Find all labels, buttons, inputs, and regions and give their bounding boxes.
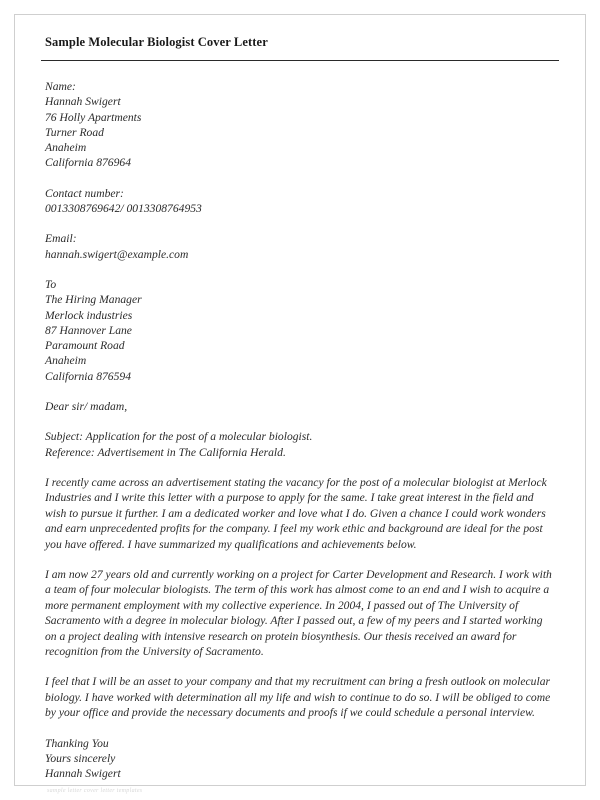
closing-line: Yours sincerely (45, 751, 116, 765)
letter-body (41, 79, 559, 794)
body-paragraph: I am now 27 years old and currently working on a project for Carter Development and Research. I work with a team of four molecular biologists. The term of this work has almost come to an end and I wish to acquire a more permanent employment with my collective experience. In 2004, I passed out of The University of Sacramento with a degree in molecular biology. After I passed out, a few of my peers and I started working on a project dealing with intensive research on protein biosynthesis. Our thesis received an award for recognition from the University of Sacramento. (45, 567, 555, 658)
closing-line: Thanking You (45, 736, 109, 750)
signature-name: Hannah Swigert (45, 767, 121, 781)
sender-line: California 876964 (45, 156, 131, 170)
recipient-line: The Hiring Manager (45, 293, 142, 307)
recipient-line: California 876594 (45, 369, 131, 383)
recipient-line: Paramount Road (45, 339, 125, 353)
contact-block (45, 186, 555, 217)
closing-block (45, 736, 555, 782)
reference-line: Reference: Advertisement in The California Herald. (45, 445, 286, 459)
subject-block (45, 429, 555, 460)
sender-line: Anaheim (45, 141, 87, 155)
recipient-to-label: To (45, 277, 57, 291)
letter-sheet (14, 14, 586, 794)
sender-line: 76 Holly Apartments (45, 110, 142, 124)
subject-line: Subject: Application for the post of a molecular biologist. (45, 430, 313, 444)
email-label: Email: (45, 232, 77, 246)
sender-line: Turner Road (45, 125, 104, 139)
body-paragraph: I recently came across an advertisement stating the vacancy for the post of a molecular biologist at Merlock Industries and I write this letter with a purpose to apply for the same. I take great interest in the field and wish to pursue it further. I am a dedicated worker and love what I do. Given a chance I could work wonders and earn unprecedented profits for the company. I feel my work ethic and background are ideal for the post you have offered. I have summarized my qualifications and achievements below. (45, 475, 550, 551)
recipient-block (45, 277, 555, 384)
email-block (45, 231, 555, 262)
page-title: Sample Molecular Biologist Cover Letter (45, 35, 268, 49)
contact-value: 0013308769642/ 0013308764953 (45, 202, 202, 216)
recipient-line: 87 Hannover Lane (45, 323, 132, 337)
contact-label: Contact number: (45, 186, 124, 200)
recipient-line: Anaheim (45, 354, 87, 368)
sender-block (45, 79, 555, 171)
email-value: hannah.swigert@example.com (45, 247, 189, 261)
recipient-line: Merlock industries (45, 308, 133, 322)
sender-name-label: Name: (45, 80, 76, 93)
watermark-text: sample letter cover letter templates (47, 787, 143, 794)
salutation: Dear sir/ madam, (45, 400, 128, 414)
sender-line: Hannah Swigert (45, 95, 121, 109)
body-paragraph: I feel that I will be an asset to your company and that my recruitment can bring a fresh outlook on molecular biology. I have worked with determination all my life and wish to continue to do so. I will be obliged to come by your office and provide the necessary documents and proofs if we could schedule a personal interview. (45, 675, 554, 720)
title-divider (41, 60, 559, 61)
